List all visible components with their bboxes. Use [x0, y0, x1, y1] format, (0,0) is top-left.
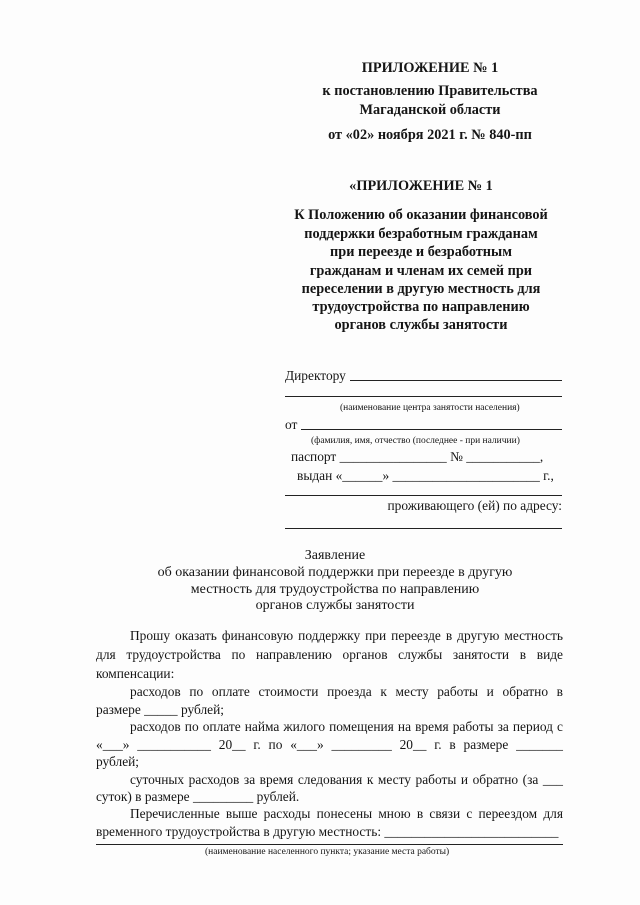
application-subtitle-line: органов службы занятости — [255, 598, 415, 613]
regulation-title-line: гражданам и членам их семей при — [309, 263, 533, 279]
body-line: расходов по оплате найма жилого помещения на время работы за период с — [130, 719, 563, 734]
body-line: Прошу оказать финансовую поддержку при переезде в другую местность — [130, 628, 563, 643]
regulation-appendix-heading: «ПРИЛОЖЕНИЕ № 1 — [349, 178, 493, 194]
issued-continuation-line — [285, 495, 562, 496]
regulation-title-line: поддержки безработным гражданам — [304, 226, 538, 242]
body-line: рублей; — [96, 754, 140, 769]
regulation-title-line: трудоустройства по направлению — [312, 299, 530, 315]
regulation-title-line: переселении в другую местность для — [301, 281, 541, 297]
body-line: суток) в размере _________ рублей. — [96, 789, 300, 804]
director-label: Директору — [285, 368, 346, 383]
decree-appendix-heading: ПРИЛОЖЕНИЕ № 1 — [361, 60, 499, 76]
address-blank-line — [285, 528, 562, 529]
director-second-line — [285, 396, 562, 397]
regulation-title-line: органов службы занятости — [334, 317, 508, 333]
regulation-title-line: при переезде и безработным — [330, 244, 512, 260]
application-title: Заявление — [304, 548, 366, 563]
address-label: проживающего (ей) по адресу: — [387, 498, 562, 513]
director-field-row — [285, 367, 562, 385]
body-line: расходов по оплате стоимости проезда к месту работы и обратно в — [130, 684, 563, 699]
from-blank-line — [301, 428, 562, 430]
decree-region-line: Магаданской области — [359, 102, 501, 118]
body-line: суточных расходов за время следования к месту работы и обратно (за ___ — [130, 772, 563, 787]
from-label: от — [285, 417, 298, 432]
body-line: временного трудоустройства в другую местность: __________________________ — [96, 824, 559, 839]
body-line: «___» ___________ 20__ г. по «___» _________ 20__ г. в размере _______ — [96, 737, 563, 752]
body-line: для трудоустройства по направлению органов службы занятости в виде — [96, 647, 563, 662]
from-hint: (фамилия, имя, отчество (последнее - при наличии) — [311, 436, 520, 446]
director-blank-line — [350, 379, 562, 381]
passport-line: паспорт ________________ № ___________, — [291, 449, 544, 464]
regulation-title-line: К Положению об оказании финансовой — [294, 207, 548, 223]
body-line: Перечисленные выше расходы понесены мною в связи с переездом для — [130, 806, 563, 821]
place-blank-line — [96, 844, 563, 845]
application-subtitle-line: местность для трудоустройства по направлению — [190, 582, 480, 597]
director-hint: (наименование центра занятости населения) — [340, 403, 520, 413]
decree-reference-line: к постановлению Правительства — [322, 83, 538, 99]
body-line: размере _____ рублей; — [96, 702, 224, 717]
passport-issued-line: выдан «______» ______________________ г., — [297, 468, 554, 483]
place-hint: (наименование населенного пункта; указание места работы) — [205, 847, 450, 857]
body-line: компенсации: — [96, 666, 175, 681]
application-subtitle-line: об оказании финансовой поддержки при переезде в другую — [157, 565, 513, 580]
from-field-row — [285, 416, 562, 434]
decree-date-number-line: от «02» ноября 2021 г. № 840-пп — [328, 127, 532, 143]
